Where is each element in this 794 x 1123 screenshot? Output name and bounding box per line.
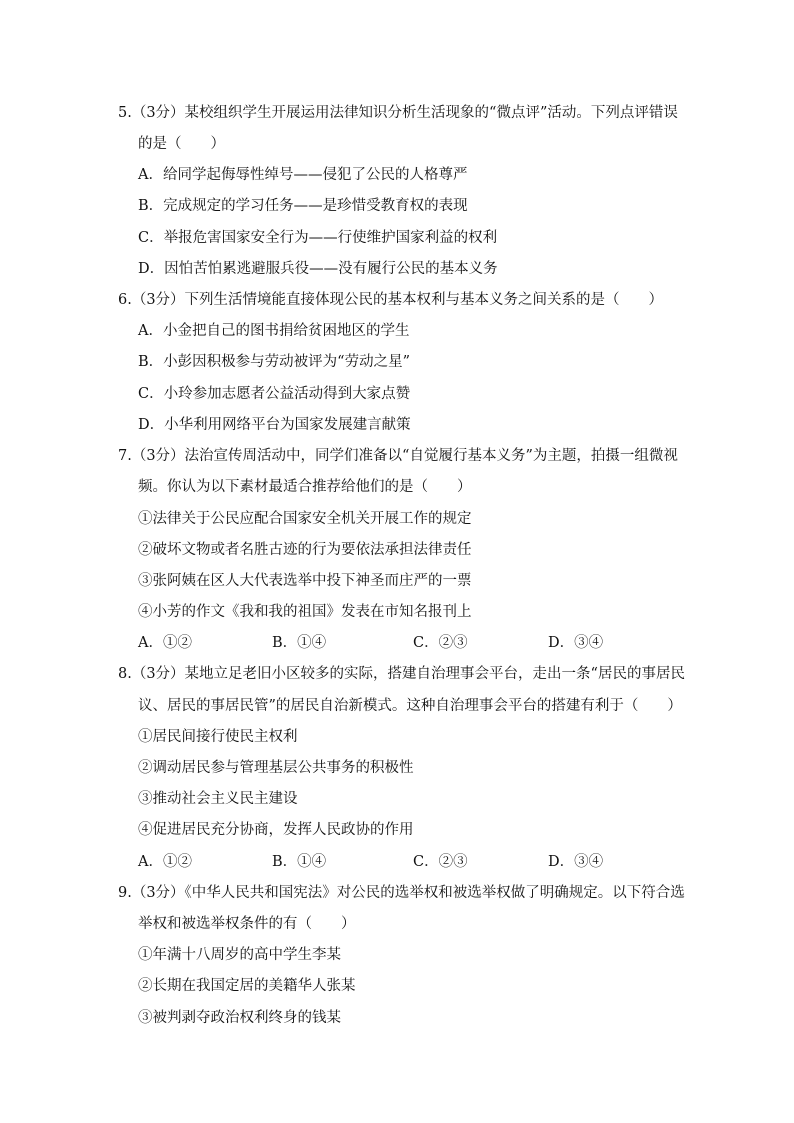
option-a: A．给同学起侮辱性绰号——侵犯了公民的人格尊严 bbox=[138, 167, 468, 183]
question-stem: 9.（3分）《中华人民共和国宪法》对公民的选举权和被选举权做了明确规定。以下符合选 bbox=[118, 885, 685, 901]
statement-3: ③推动社会主义民主建设 bbox=[138, 791, 298, 807]
option-d: D．小华利用网络平台为国家发展建言献策 bbox=[138, 417, 411, 433]
option-d: D．因怕苦怕累逃避服兵役——没有履行公民的基本义务 bbox=[138, 261, 498, 277]
question-stem: 5.（3分）某校组织学生开展运用法律知识分析生活现象的“微点评”活动。下列点评错误 bbox=[118, 105, 678, 121]
choice-a: A．①② bbox=[138, 635, 192, 651]
question-stem: 6.（3分）下列生活情境能直接体现公民的基本权利与基本义务之间关系的是（ ） bbox=[118, 292, 664, 308]
option-a: A．小金把自己的图书捐给贫困地区的学生 bbox=[138, 323, 410, 339]
option-b: B．小彭因积极参与劳动被评为“劳动之星” bbox=[138, 354, 410, 370]
choice-d: D．③④ bbox=[548, 854, 604, 870]
question-stem: 举权和被选举权条件的有（ ） bbox=[138, 916, 356, 932]
question-stem: 的是（ ） bbox=[138, 136, 225, 152]
question-stem: 议、居民的事居民管”的居民自治新模式。这种自治理事会平台的搭建有利于（ ） bbox=[138, 698, 682, 714]
statement-2: ②调动居民参与管理基层公共事务的积极性 bbox=[138, 760, 414, 776]
question-stem: 7.（3分）法治宣传周活动中，同学们准备以“自觉履行基本义务”为主题，拍摄一组微视 bbox=[118, 448, 678, 464]
statement-4: ④促进居民充分协商，发挥人民政协的作用 bbox=[138, 822, 414, 838]
statement-3: ③张阿姨在区人大代表选举中投下神圣而庄严的一票 bbox=[138, 573, 472, 589]
statement-2: ②长期在我国定居的美籍华人张某 bbox=[138, 978, 356, 994]
statement-2: ②破坏文物或者名胜古迹的行为要依法承担法律责任 bbox=[138, 542, 472, 558]
choice-c: C．②③ bbox=[413, 635, 468, 651]
option-b: B．完成规定的学习任务——是珍惜受教育权的表现 bbox=[138, 198, 468, 214]
option-c: C．小玲参加志愿者公益活动得到大家点赞 bbox=[138, 386, 411, 402]
choice-a: A．①② bbox=[138, 854, 192, 870]
choice-b: B．①④ bbox=[272, 635, 327, 651]
question-stem: 8.（3分）某地立足老旧小区较多的实际，搭建自治理事会平台，走出一条“居民的事居民 bbox=[118, 666, 685, 682]
question-stem: 频。你认为以下素材最适合推荐给他们的是（ ） bbox=[138, 479, 472, 495]
statement-4: ④小芳的作文《我和我的祖国》发表在市知名报刊上 bbox=[138, 604, 472, 620]
choice-d: D．③④ bbox=[548, 635, 604, 651]
choice-b: B．①④ bbox=[272, 854, 327, 870]
statement-1: ①居民间接行使民主权利 bbox=[138, 729, 298, 745]
choice-c: C．②③ bbox=[413, 854, 468, 870]
statement-3: ③被判剥夺政治权利终身的钱某 bbox=[138, 1010, 341, 1026]
option-c: C．举报危害国家安全行为——行使维护国家利益的权利 bbox=[138, 230, 498, 246]
statement-1: ①法律关于公民应配合国家安全机关开展工作的规定 bbox=[138, 511, 472, 527]
statement-1: ①年满十八周岁的高中学生李某 bbox=[138, 947, 341, 963]
